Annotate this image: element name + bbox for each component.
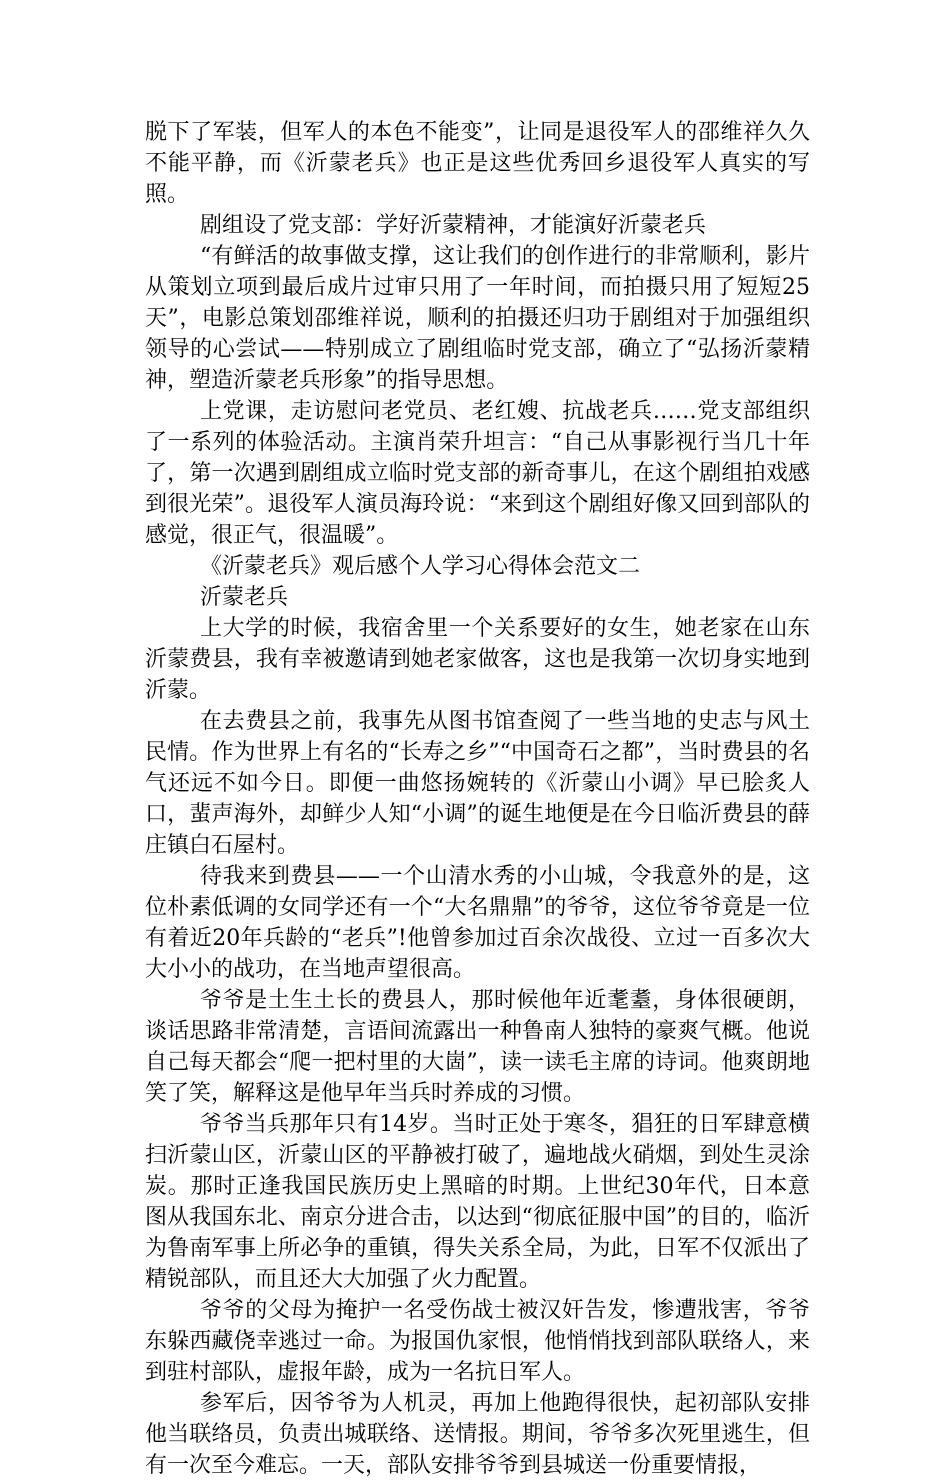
paragraph: 上党课，走访慰问老党员、老红嫂、抗战老兵……党支部组织了一系列的体验活动。主演肖荣升坦言：“自己从事影视行当几十年了，第一次遇到剧组成立临时党支部的新奇事儿，在这个剧组拍戏感到很光荣”。退役军人演员海玲说：“来到这个剧组好像又回到部队的感觉，很正气，很温暖”。 xyxy=(145,399,810,548)
paragraph: 待我来到费县——一个山清水秀的小山城，令我意外的是，这位朴素低调的女同学还有一个“大名鼎鼎”的爷爷，这位爷爷竟是一位有着近20年兵龄的“老兵”!他曾参加过百余次战役、立过一百多次大大小小的战功，在当地声望很高。 xyxy=(145,864,810,982)
paragraph: 剧组设了党支部：学好沂蒙精神，才能演好沂蒙老兵 xyxy=(200,213,707,238)
paragraph: 在去费县之前，我事先从图书馆查阅了一些当地的史志与风土民情。作为世界上有名的“长寿之乡”“中国奇石之都”，当时费县的名气还远不如今日。即便一曲悠扬婉转的《沂蒙山小调》早已脍炙人口，蜚声海外，却鲜少人知“小调”的诞生地便是在今日临沂费县的薛庄镇白石屋村。 xyxy=(145,709,810,858)
paragraph: 爷爷当兵那年只有14岁。当时正处于寒冬，猖狂的日军肆意横扫沂蒙山区，沂蒙山区的平静被打破了，遍地战火硝烟，到处生灵涂炭。那时正逢我国民族历史上黑暗的时期。上世纪30年代，日本意图从我国东北、南京分进合击，以达到“彻底征服中国”的目的，临沂为鲁南军事上所必争的重镇，得失关系全局，为此，日军不仅派出了精锐部队，而且还大大加强了火力配置。 xyxy=(145,1112,810,1292)
paragraph: 沂蒙老兵 xyxy=(200,585,289,610)
document-body xyxy=(145,117,810,1481)
paragraph: 《沂蒙老兵》观后感个人学习心得体会范文二 xyxy=(200,554,641,579)
paragraph: 上大学的时候，我宿舍里一个关系要好的女生，她老家在山东沂蒙费县，我有幸被邀请到她老家做客，这也是我第一次切身实地到沂蒙。 xyxy=(145,616,810,703)
paragraph: 脱下了军装，但军人的本色不能变”，让同是退役军人的邵维祥久久不能平静，而《沂蒙老兵》也正是这些优秀回乡退役军人真实的写照。 xyxy=(145,120,810,207)
paragraph: 参军后，因爷爷为人机灵，再加上他跑得很快，起初部队安排他当联络员，负责出城联络、送情报。期间，爷爷多次死里逃生，但有一次至今难忘。一天，部队安排爷爷到县城送一份重要情报， xyxy=(145,1391,810,1478)
paragraph: “有鲜活的故事做支撑，这让我们的创作进行的非常顺利，影片从策划立项到最后成片过审只用了一年时间，而拍摄只用了短短25天”，电影总策划邵维祥说，顺利的拍摄还归功于剧组对于加强组织领导的心尝试——特别成立了剧组临时党支部，确立了“弘扬沂蒙精神，塑造沂蒙老兵形象”的指导思想。 xyxy=(145,244,810,393)
paragraph: 爷爷的父母为掩护一名受伤战士被汉奸告发，惨遭戕害，爷爷东躲西藏侥幸逃过一命。为报国仇家恨，他悄悄找到部队联络人，来到驻村部队，虚报年龄，成为一名抗日军人。 xyxy=(145,1298,810,1385)
paragraph: 爷爷是土生土长的费县人，那时候他年近耄耋，身体很硬朗，谈话思路非常清楚，言语间流露出一种鲁南人独特的豪爽气概。他说自己每天都会“爬一把村里的大崮”，读一读毛主席的诗词。他爽朗地笑了笑，解释这是他早年当兵时养成的习惯。 xyxy=(145,988,810,1106)
